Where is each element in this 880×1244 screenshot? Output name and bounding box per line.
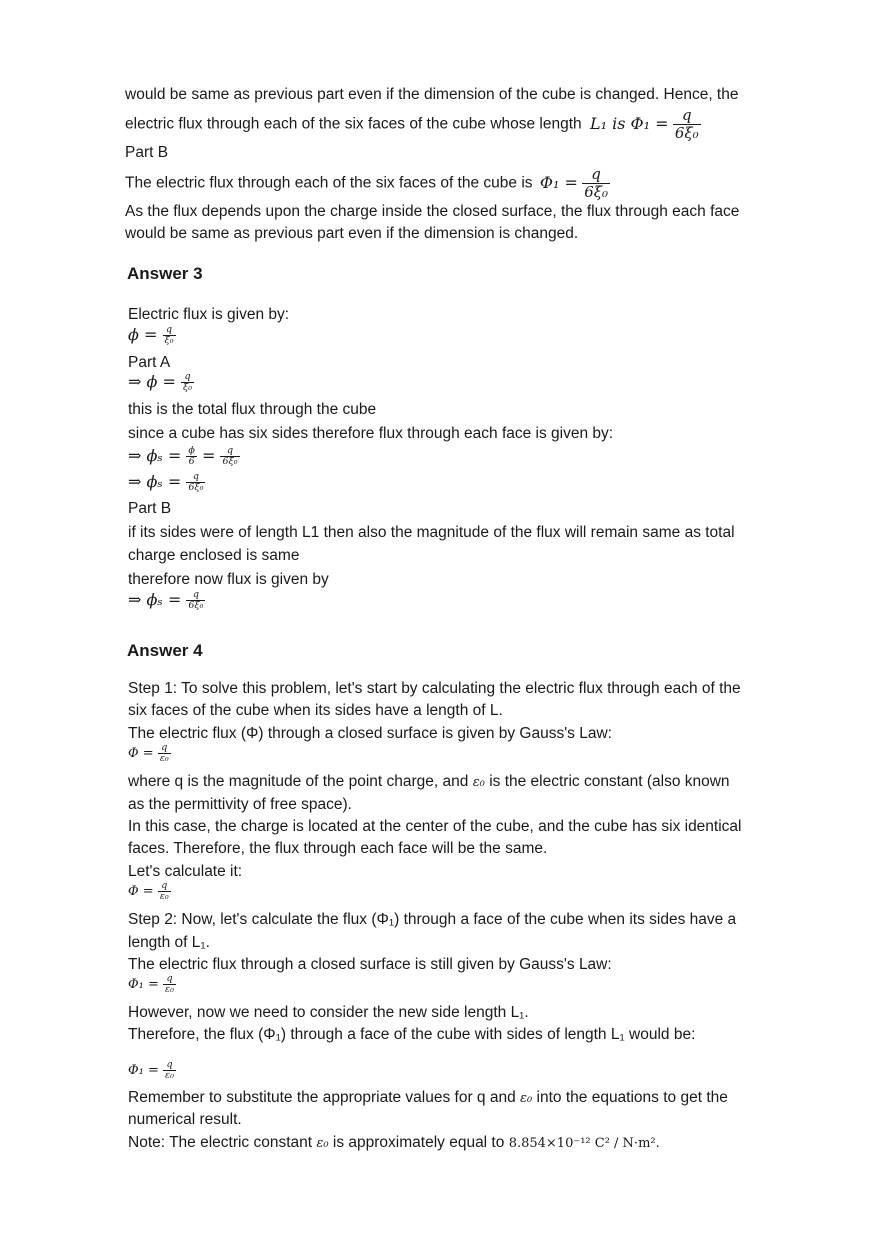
fraction-denominator: ε₀ xyxy=(165,1069,174,1081)
fraction-denominator: ε₀ xyxy=(159,890,169,902)
part-label: Part A xyxy=(128,354,171,371)
text-line: Electric flux is given by: xyxy=(128,306,290,323)
fraction-numerator: q xyxy=(582,167,610,184)
text-line: The electric flux through a closed surface is still given by Gauss's Law: xyxy=(128,956,612,973)
text-line: Step 1: To solve this problem, let's start by calculating the electric flux through each of the xyxy=(128,680,741,697)
text-line: faces. Therefore, the flux through each face will be the same. xyxy=(128,840,548,857)
fraction-denominator: 6ξ₀ xyxy=(674,123,699,142)
text-line: numerical result. xyxy=(128,1111,242,1128)
text-line xyxy=(128,1087,728,1110)
fraction-denominator: ε₀ xyxy=(159,752,169,764)
eq-lhs: ϕ = xyxy=(128,325,158,345)
text-line: therefore now flux is given by xyxy=(128,571,329,588)
fraction-numerator: q xyxy=(220,446,239,457)
eq-lhs: ⇒ ϕₛ = xyxy=(128,590,182,610)
text-line xyxy=(128,1132,660,1155)
text-line xyxy=(125,167,610,200)
fraction-numerator: ϕ xyxy=(188,445,195,456)
fraction-denominator: 6ξ₀ xyxy=(188,481,204,493)
fraction xyxy=(163,974,176,995)
fraction xyxy=(186,472,205,493)
fraction xyxy=(186,446,196,467)
fraction-denominator: 6ξ₀ xyxy=(584,182,609,201)
eq-lhs: ⇒ ϕₛ = xyxy=(128,446,182,466)
text-line: length of L₁. xyxy=(128,934,210,951)
fraction xyxy=(582,167,610,200)
fraction xyxy=(220,446,239,467)
text-line: The electric flux (Φ) through a closed surface is given by Gauss's Law: xyxy=(128,725,612,742)
equation xyxy=(128,590,205,611)
eq-equals: = xyxy=(201,446,216,466)
answer-4-heading: Answer 4 xyxy=(127,641,203,660)
eq-lhs: Φ = xyxy=(128,884,154,900)
text-line xyxy=(125,108,701,141)
fraction-denominator: 6 xyxy=(188,455,195,467)
fraction-numerator: q xyxy=(181,372,194,383)
equation xyxy=(128,472,205,493)
text-line: as the permittivity of free space). xyxy=(128,796,352,813)
fraction xyxy=(673,108,701,141)
fraction-denominator: ξ₀ xyxy=(182,381,193,393)
fraction-numerator: q xyxy=(163,325,176,336)
text-line: would be same as previous part even if the dimension is changed. xyxy=(125,225,579,242)
equation xyxy=(128,881,171,902)
fraction-denominator: 6ξ₀ xyxy=(222,455,238,467)
fraction-numerator: q xyxy=(163,974,176,985)
text-span: is approximately equal to xyxy=(332,1134,505,1151)
text-line: Let's calculate it: xyxy=(128,863,243,880)
math-inline: 8.854×10⁻¹² C² / N·m². xyxy=(508,1136,660,1151)
text-line: would be same as previous part even if the dimension of the cube is changed. Hence, the xyxy=(125,86,739,103)
eq-lhs: ⇒ ϕ = xyxy=(128,372,176,392)
fraction-numerator: q xyxy=(673,108,701,125)
fraction xyxy=(163,325,176,346)
text-line: Therefore, the flux (Φ₁) through a face of the cube with sides of length L₁ would be: xyxy=(128,1026,696,1043)
text-line: six faces of the cube when its sides have a length of L. xyxy=(128,702,503,719)
part-label: Part B xyxy=(125,144,169,161)
text-line: Step 2: Now, let's calculate the flux (Φ₁) through a face of the cube when its sides have a xyxy=(128,911,737,928)
math-inline: L₁ is Φ₁ = xyxy=(589,113,669,133)
equation xyxy=(128,1060,176,1081)
math-inline: ε₀ xyxy=(472,775,485,790)
text-line: As the flux depends upon the charge inside the closed surface, the flux through each face xyxy=(125,203,740,220)
fraction xyxy=(158,881,171,902)
text-span: The electric flux through each of the six faces of the cube is xyxy=(125,174,533,192)
fraction-numerator: q xyxy=(163,1060,176,1071)
equation xyxy=(128,974,176,995)
fraction-denominator: ε₀ xyxy=(165,983,174,995)
equation xyxy=(128,325,176,346)
fraction xyxy=(158,743,171,764)
fraction xyxy=(181,372,194,393)
text-line: charge enclosed is same xyxy=(128,547,300,564)
text-span: is the electric constant (also known xyxy=(489,773,730,790)
math-inline: Φ₁ = xyxy=(539,172,578,192)
text-span: Remember to substitute the appropriate values for q and xyxy=(128,1089,516,1106)
text-line: if its sides were of length L1 then also the magnitude of the flux will remain same as total xyxy=(128,524,735,541)
fraction-denominator: 6ξ₀ xyxy=(188,599,204,611)
text-line: since a cube has six sides therefore flux through each face is given by: xyxy=(128,425,614,442)
fraction-numerator: q xyxy=(186,472,205,483)
text-span: into the equations to get the xyxy=(536,1089,728,1106)
text-line: this is the total flux through the cube xyxy=(128,401,377,418)
eq-lhs: Φ₁ = xyxy=(128,977,159,993)
fraction-numerator: q xyxy=(158,743,171,754)
math-inline: ε₀ xyxy=(520,1091,533,1106)
answer-3-heading: Answer 3 xyxy=(127,264,203,283)
fraction xyxy=(186,590,205,611)
text-line: In this case, the charge is located at the center of the cube, and the cube has six identical xyxy=(128,818,742,835)
equation xyxy=(128,372,194,393)
fraction-denominator: ξ₀ xyxy=(164,334,174,346)
text-line: However, now we need to consider the new side length L₁. xyxy=(128,1004,529,1021)
equation xyxy=(128,446,240,467)
eq-lhs: ⇒ ϕₛ = xyxy=(128,472,182,492)
equation xyxy=(128,743,171,764)
part-label: Part B xyxy=(128,500,172,517)
fraction xyxy=(163,1060,176,1081)
fraction-numerator: q xyxy=(158,881,171,892)
text-line xyxy=(128,771,730,794)
text-span: where q is the magnitude of the point charge, and xyxy=(128,773,469,790)
eq-lhs: Φ = xyxy=(128,746,154,762)
eq-lhs: Φ₁ = xyxy=(128,1063,159,1079)
math-inline: ε₀ xyxy=(316,1136,329,1151)
fraction-numerator: q xyxy=(186,590,205,601)
text-span: electric flux through each of the six faces of the cube whose length xyxy=(125,115,582,133)
text-span: Note: The electric constant xyxy=(128,1134,313,1151)
